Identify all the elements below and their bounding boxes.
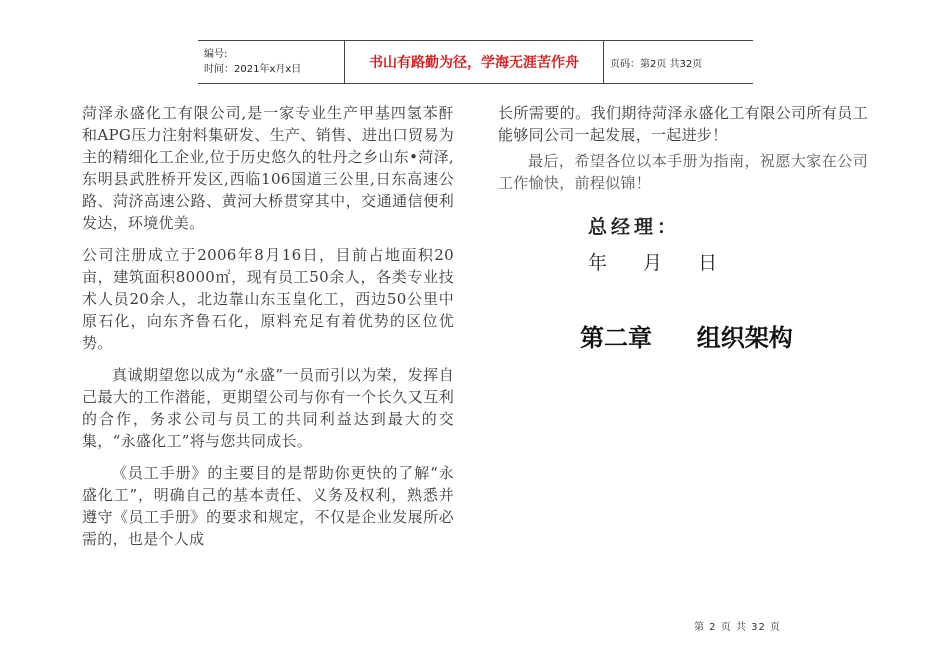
page-code-text: 页码：第2页 共32页: [610, 58, 703, 70]
closing-paragraph: 最后，希望各位以本手册为指南，祝愿大家在公司工作愉快，前程似锦！: [498, 152, 868, 192]
intro-paragraph: 菏泽永盛化工有限公司,是一家专业生产甲基四氢苯酐和APG压力注射料集研发、生产、销售、进出口贸易为主的精细化工企业,位于历史悠久的牡丹之乡山东•菏泽,东明县武胜桥开发区,西临106国道三公里,日东高速公路、菏济高速公路、黄河大桥贯穿其中，交通通信便利发达，环境优美。: [82, 104, 454, 232]
company-info-paragraph: 公司注册成立于2006年8月16日，目前占地面积20亩，建筑面积8000㎡，现有员工50余人，各类专业技术人员20余人，北边靠山东玉皇化工，西边50公里中原石化，向东齐鲁石化，原料充足有着优势的区位优势。: [82, 246, 454, 352]
motto-text: 书山有路勤为径，学海无涯苦作舟: [369, 55, 579, 71]
header-motto: [344, 41, 604, 83]
chapter-title: 组织架构: [696, 324, 793, 352]
right-column: [498, 102, 868, 204]
chapter-number: 第二章: [580, 324, 652, 352]
page-footer: 第 2 页 共 32 页: [694, 622, 781, 633]
general-manager-signature: 总经理：: [588, 216, 681, 238]
header-meta: [198, 41, 344, 83]
header-page-code: [604, 41, 753, 83]
chapter-heading: [580, 318, 793, 353]
number-label: 编号:: [204, 49, 228, 60]
handbook-purpose-paragraph: 《员工手册》的主要目的是帮助你更快的了解“永盛化工”，明确自己的基本责任、义务及权利，熟悉并遵守《员工手册》的要求和规定，不仅是企业发展所必需的，也是个人成: [82, 464, 454, 548]
time-label: 时间：2021年x月x日: [204, 64, 302, 75]
page-header: [198, 40, 753, 84]
expectation-paragraph: 真诚期望您以成为“永盛”一员而引以为荣，发挥自己最大的工作潜能，更期望公司与你有一个长久又互利的合作，务求公司与员工的共同利益达到最大的交集，“永盛化工”将与您共同成长。: [82, 366, 454, 450]
left-column: [82, 102, 454, 560]
continuation-paragraph: 长所需要的。我们期待菏泽永盛化工有限公司所有员工能够同公司一起发展，一起进步！: [498, 104, 868, 144]
signature-date-line: 年 月 日: [588, 252, 718, 274]
